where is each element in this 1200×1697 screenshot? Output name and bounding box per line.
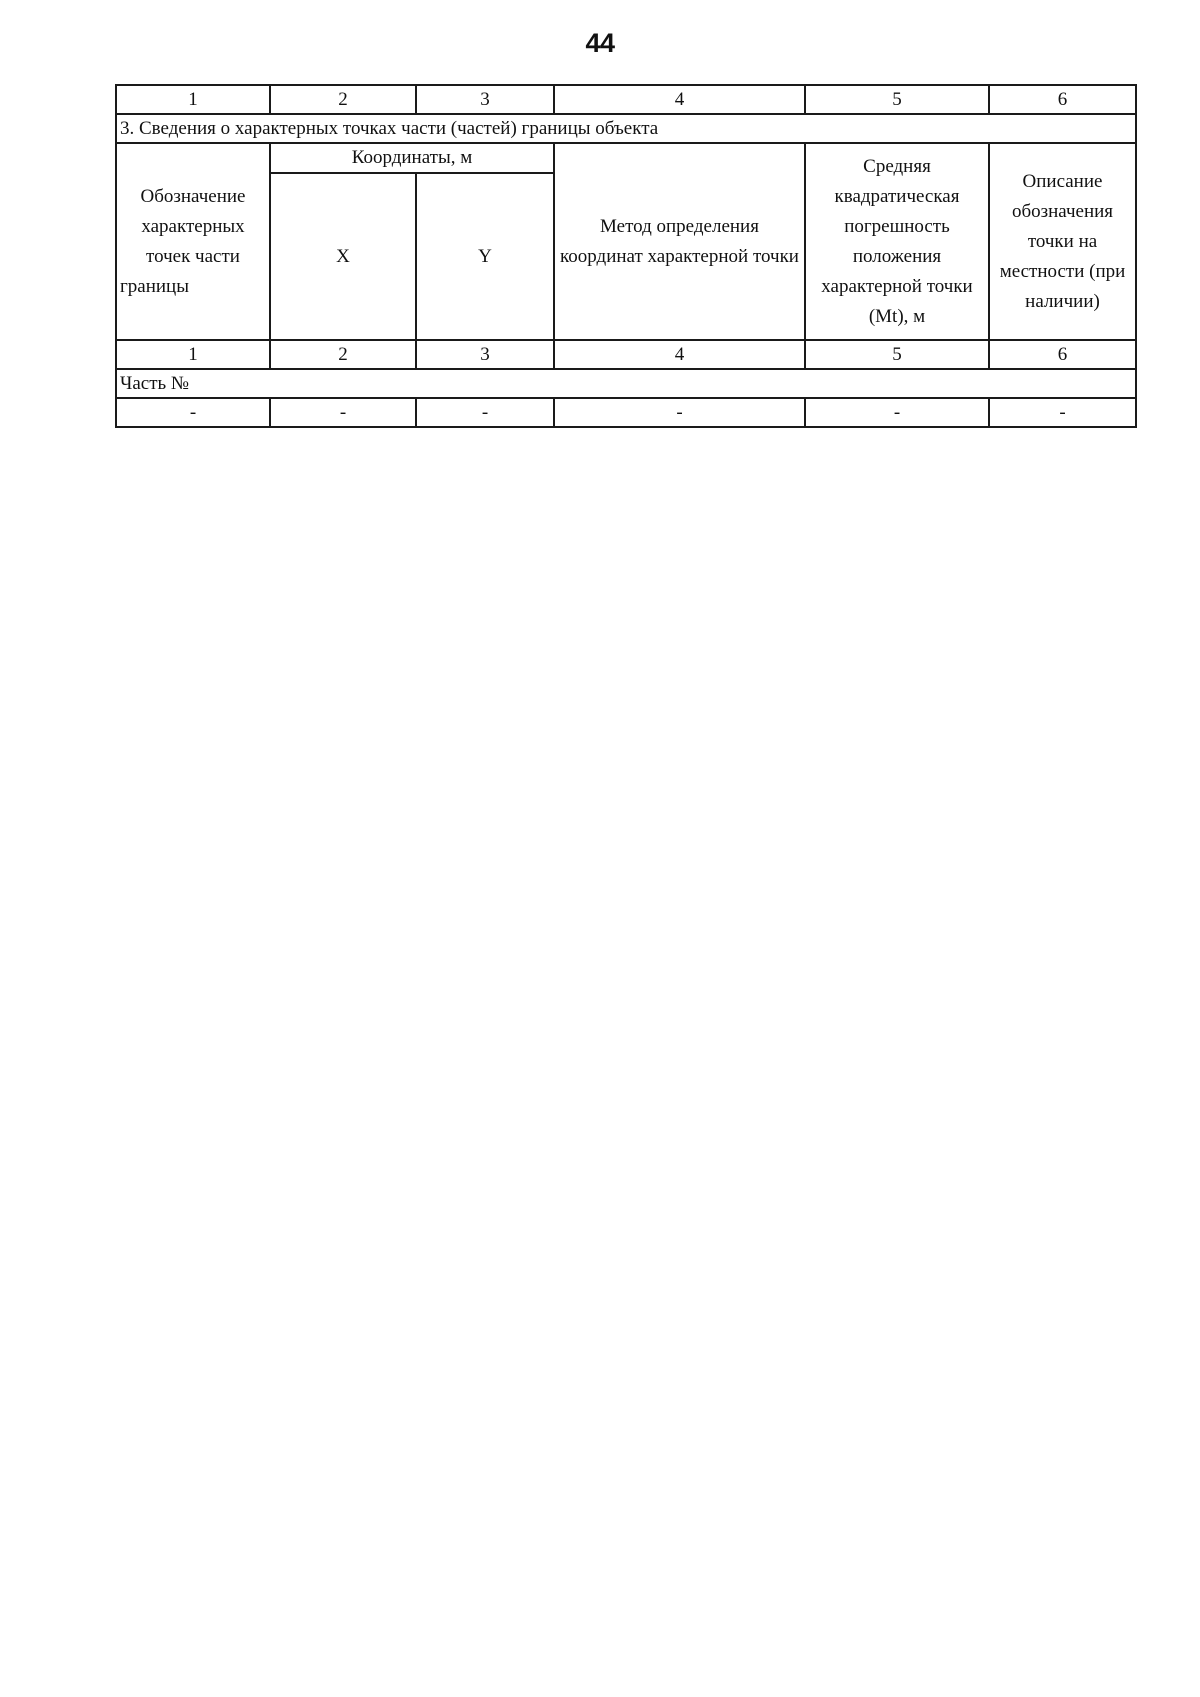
column-number-cell: 6 [989,85,1136,114]
table-row [116,398,1136,427]
part-label: Часть № [116,369,1136,398]
error-header: Средняя квадратическая погрешность положения характерной точки (Mt), м [805,143,989,340]
table-cell: - [270,398,416,427]
column-number-cell: 5 [805,85,989,114]
part-row [116,369,1136,398]
method-header: Метод определения координат характерной точки [554,143,805,340]
table-cell: - [805,398,989,427]
section-title-row [116,114,1136,143]
column-number-cell: 2 [270,85,416,114]
column-number-cell: 3 [416,85,554,114]
page-number: 44 [585,28,615,58]
x-header: X [270,173,416,340]
column-number-cell: 6 [989,340,1136,369]
coordinates-header: Координаты, м [270,143,554,173]
column-number-cell: 1 [116,85,270,114]
column-number-cell: 2 [270,340,416,369]
y-header: Y [416,173,554,340]
column-number-cell: 4 [554,85,805,114]
header-row-top [116,143,1136,173]
description-header: Описание обозначения точки на местности (при наличии) [989,143,1136,340]
column-number-cell: 3 [416,340,554,369]
table-cell: - [116,398,270,427]
column-number-row [116,85,1136,114]
column-number-cell: 4 [554,340,805,369]
column-number-cell: 1 [116,340,270,369]
designation-header: Обозначение характерных точек части границы [116,143,270,340]
column-number-cell: 5 [805,340,989,369]
table-cell: - [416,398,554,427]
table-cell: - [554,398,805,427]
characteristic-points-table [115,84,1137,428]
section-title: 3. Сведения о характерных точках части (частей) границы объекта [116,114,1136,143]
table-cell: - [989,398,1136,427]
column-number-row-repeat [116,340,1136,369]
